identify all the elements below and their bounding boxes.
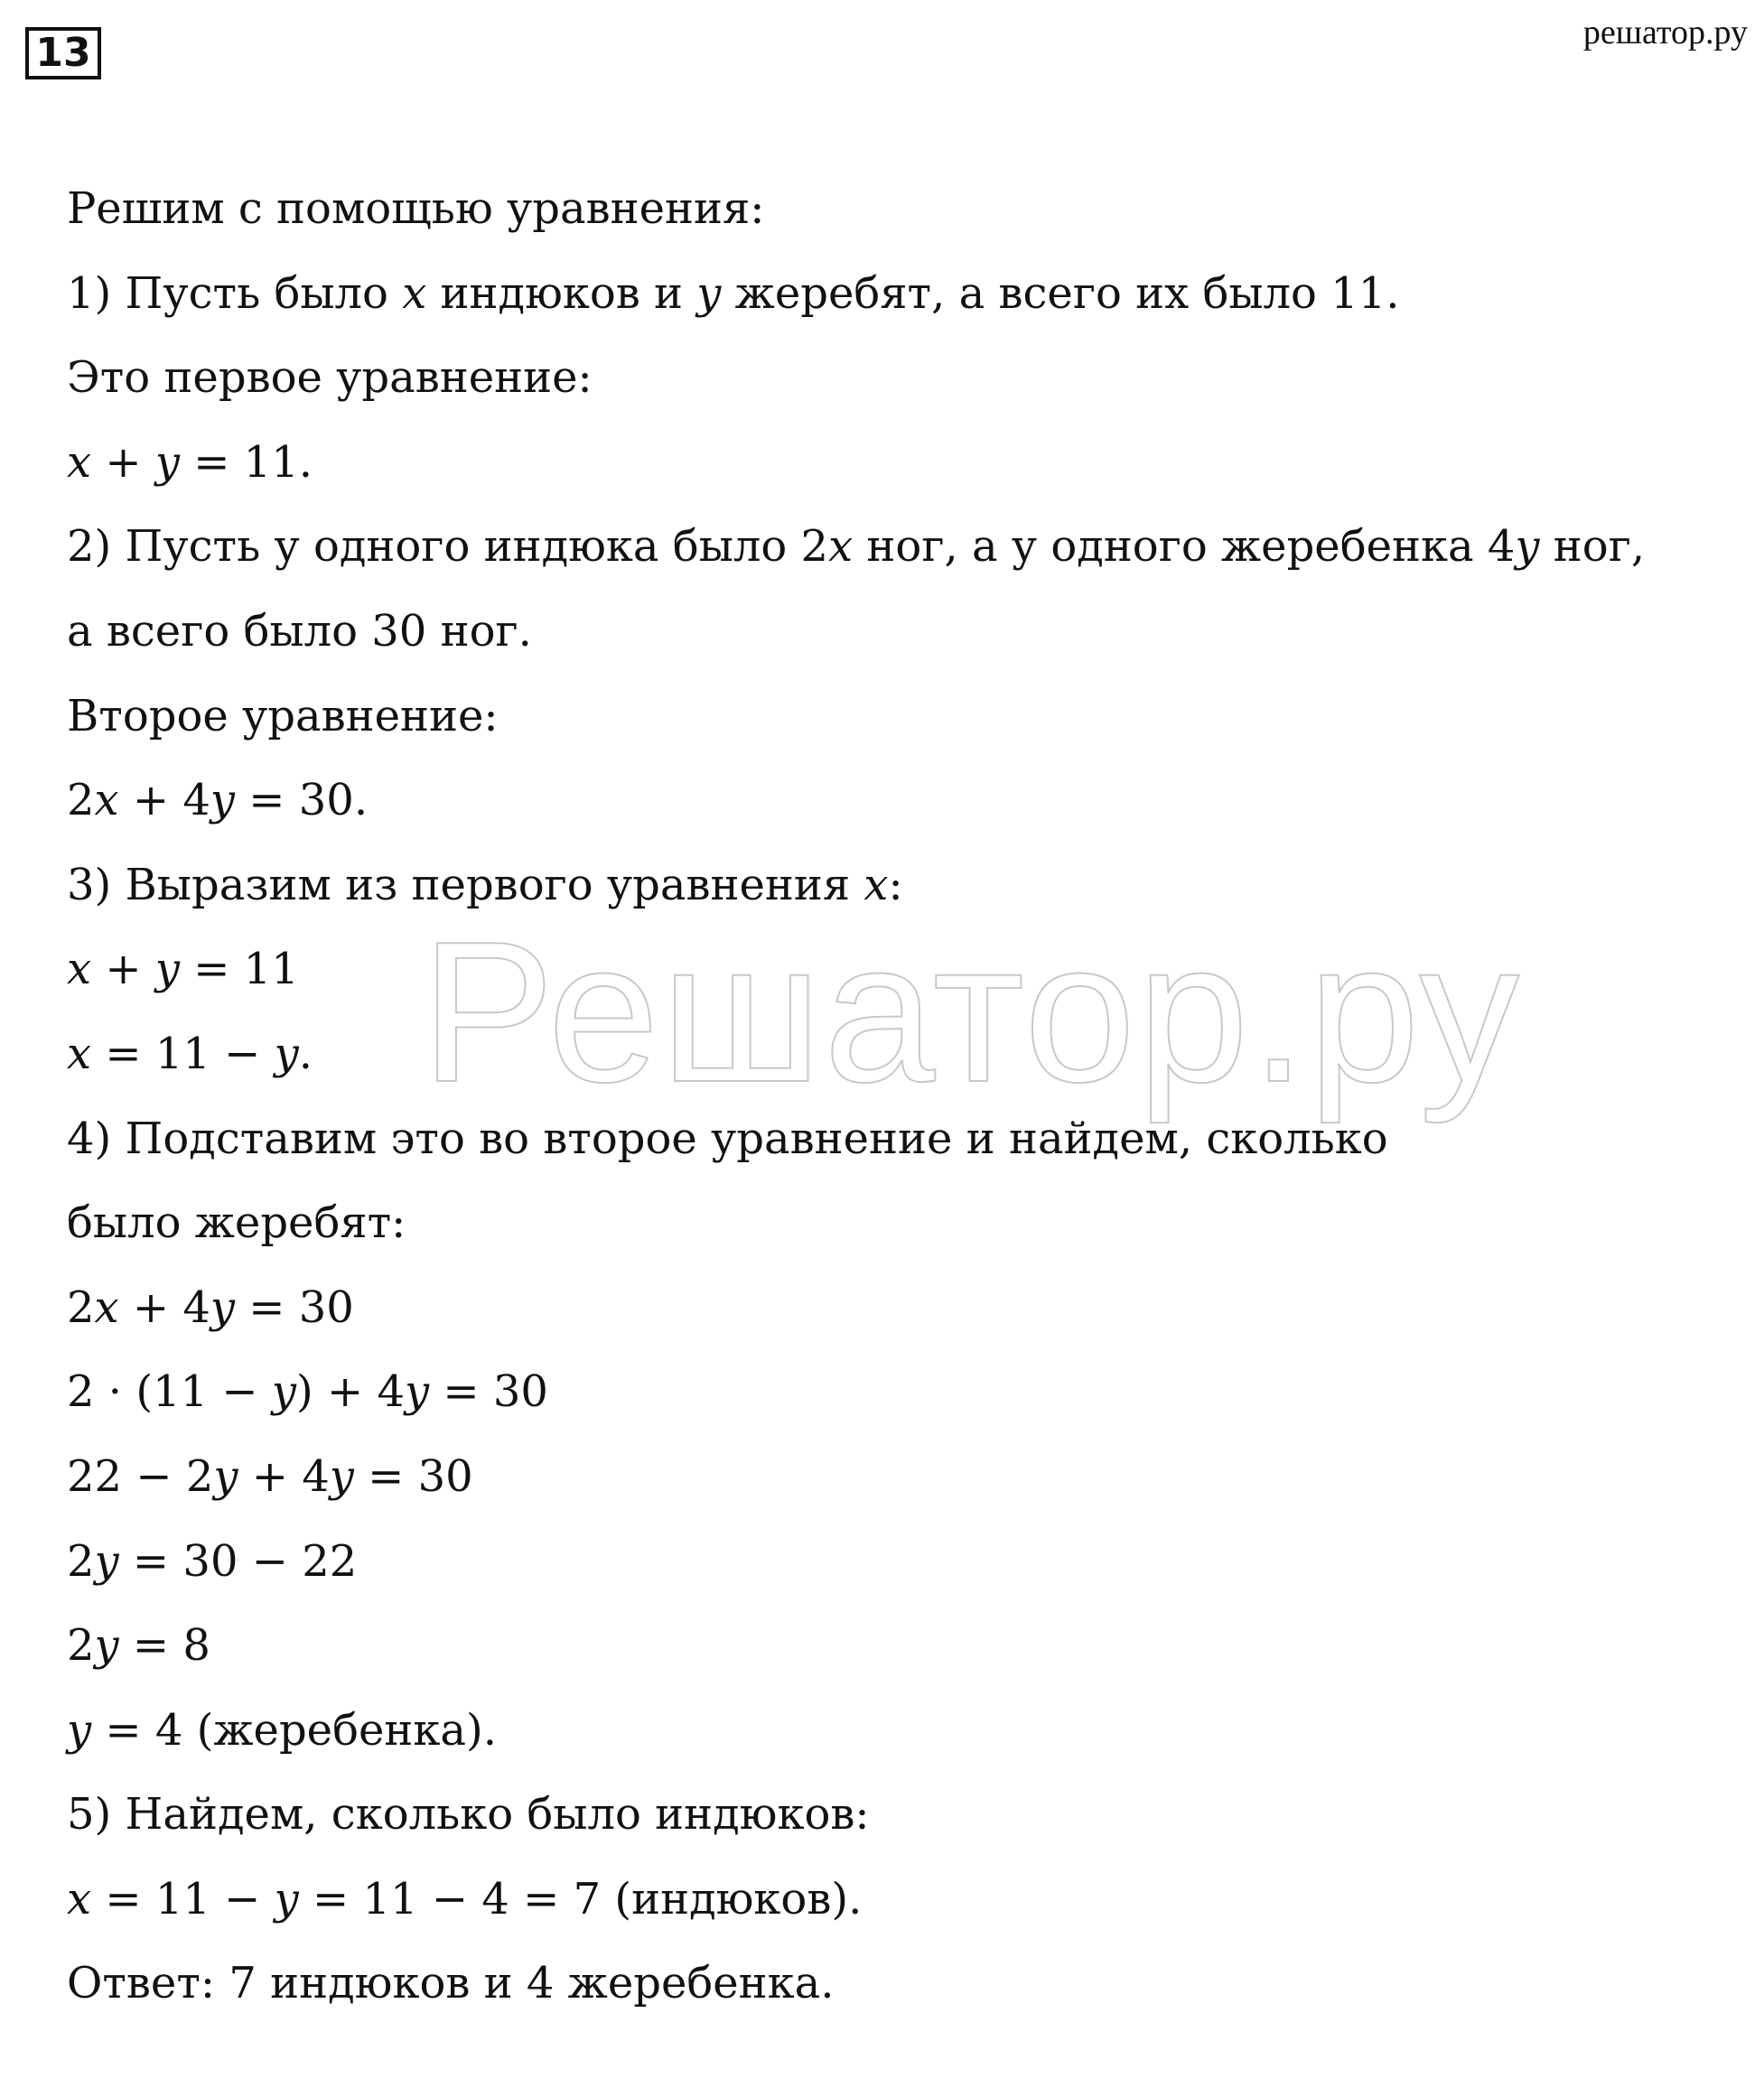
solution-line: x + y = 11. — [67, 436, 313, 488]
math-variable: x — [67, 1028, 92, 1079]
solution-line: x = 11 − y = 11 − 4 = 7 (индюков). — [67, 1873, 863, 1924]
solution-line: y = 4 (жеребенка). — [67, 1704, 497, 1756]
math-variable: y — [404, 1366, 430, 1418]
math-variable: y — [154, 436, 180, 488]
math-variable: y — [329, 1450, 354, 1502]
math-variable: y — [274, 1028, 299, 1079]
solution-line: Это первое уравнение: — [67, 352, 593, 404]
solution-line: x = 11 − y. — [67, 1028, 313, 1079]
math-variable: y — [94, 1620, 119, 1672]
solution-line: 2x + 4y = 30. — [67, 775, 369, 826]
math-variable: x — [94, 1281, 119, 1333]
math-variable: y — [154, 944, 180, 995]
math-variable: y — [213, 1450, 238, 1502]
solution-line: 2y = 30 − 22 — [67, 1535, 358, 1587]
math-variable: y — [1515, 521, 1540, 573]
math-variable: y — [94, 1535, 119, 1587]
solution-line: 5) Найдем, сколько было индюков: — [67, 1789, 870, 1840]
math-variable: y — [274, 1873, 299, 1924]
math-variable: x — [828, 521, 854, 573]
task-number-box: 13 — [25, 27, 101, 79]
math-variable: y — [696, 267, 722, 319]
math-variable: x — [402, 267, 427, 319]
math-variable: x — [67, 436, 92, 488]
solution-line: было жеребят: — [67, 1197, 406, 1249]
solution-line: 2y = 8 — [67, 1620, 210, 1672]
math-variable: y — [210, 1281, 236, 1333]
watermark: Решатор.ру — [421, 900, 1522, 1124]
solution-line: а всего было 30 ног. — [67, 605, 532, 657]
solution-line: 1) Пусть было x индюков и y жеребят, а всего их было 11. — [67, 267, 1400, 319]
solution-line: 4) Подставим это во второе уравнение и найдем, сколько — [67, 1113, 1388, 1164]
solution-line: x + y = 11 — [67, 944, 299, 995]
solution-line: 2) Пусть у одного индюка было 2x ног, а у одного жеребенка 4y ног, — [67, 521, 1646, 573]
site-label: решатор.ру — [1582, 14, 1748, 51]
solution-line: Ответ: 7 индюков и 4 жеребенка. — [67, 1958, 835, 2009]
solution-line: Решим с помощью уравнения: — [67, 183, 765, 234]
math-variable: x — [94, 775, 119, 826]
math-variable: y — [67, 1704, 92, 1756]
solution-line: 22 − 2y + 4y = 30 — [67, 1450, 473, 1502]
math-variable: x — [67, 944, 92, 995]
solution-text — [67, 177, 1728, 2036]
math-variable: y — [210, 775, 236, 826]
solution-line: 2 · (11 − y) + 4y = 30 — [67, 1366, 548, 1418]
solution-line: 2x + 4y = 30 — [67, 1281, 354, 1333]
math-variable: x — [67, 1873, 92, 1924]
solution-line: Второе уравнение: — [67, 690, 499, 741]
math-variable: x — [863, 859, 889, 910]
math-variable: y — [271, 1366, 296, 1418]
solution-line: 3) Выразим из первого уравнения x: — [67, 859, 903, 910]
